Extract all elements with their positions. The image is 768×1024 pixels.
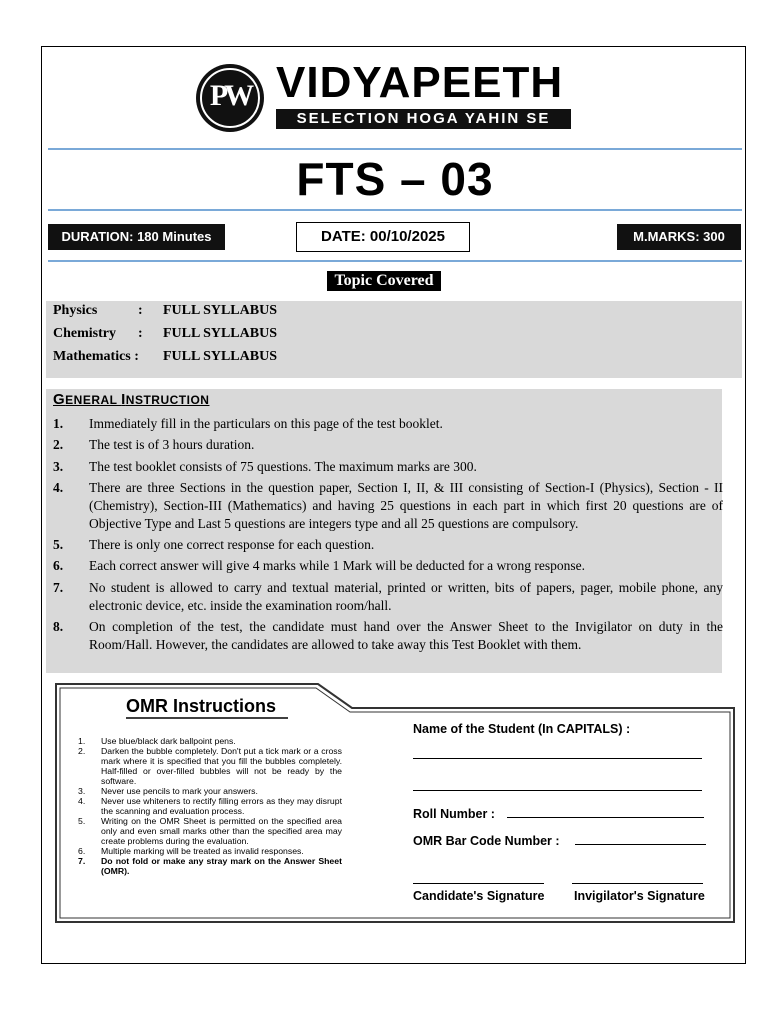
roll-number-line[interactable]	[507, 817, 704, 818]
invigilator-signature-label: Invigilator's Signature	[574, 889, 705, 903]
omr-item: 7. Do not fold or make any stray mark on the Answer Sheet (OMR).	[78, 856, 342, 876]
barcode-line[interactable]	[575, 844, 706, 845]
roll-number-label: Roll Number :	[413, 807, 495, 821]
student-name-line-2[interactable]	[413, 790, 702, 791]
omr-item: 3. Never use pencils to mark your answers.	[78, 786, 258, 796]
date-box: DATE: 00/10/2025	[296, 222, 470, 252]
student-name-label: Name of the Student (In CAPITALS) :	[413, 722, 631, 736]
pw-logo-icon: PW	[196, 64, 264, 132]
test-title: FTS – 03	[296, 153, 494, 205]
candidate-signature-line[interactable]	[413, 883, 544, 884]
brand-name: VIDYAPEETH	[276, 58, 564, 107]
topic-covered-heading: Topic Covered	[327, 271, 441, 291]
omr-item: 6. Multiple marking will be treated as invalid responses.	[78, 846, 304, 856]
omr-item: 5. Writing on the OMR Sheet is permitted on the specified area only and even small marks other than the specified area may create problems during the evaluation.	[78, 816, 342, 846]
omr-instructions-title: OMR Instructions	[126, 696, 277, 716]
topics-panel: Physics : FULL SYLLABUS Chemistry : FULL SYLLABUS Mathematics : FULL SYLLABUS	[46, 301, 742, 378]
omr-instructions-list	[78, 736, 342, 876]
omr-item: 4. Never use whiteners to rectify filling errors as they may disrupt the scanning and evaluation process.	[78, 796, 342, 816]
duration-badge: DURATION: 180 Minutes	[48, 224, 225, 250]
candidate-signature-label: Candidate's Signature	[413, 889, 545, 903]
general-instruction-panel: GENERAL INSTRUCTION 1. Immediately fill in the particulars on this page of the test booklet. 2. The test is of 3 hours duration. 3. The test booklet consists of 75 questions. The maximum marks are 300. 4. There are three Sections in the question paper, Section I, II, & III consisting of Section-I (Physics), Section - II (Chemistry), Section-III (Mathematics) and having 25 questions in each part in which first 20 questions are of Objective Type and Last 5 questions are integers type and all 25 questions are compulsory. 5. There is only one correct response for each question. 6. Each correct answer will give 4 marks while 1 Mark will be deducted for a wrong response. 7. No student is allowed to carry and textual material, printed or written, bits of papers, pager, mobile phone, any electronic device, etc. inside the examination room/hall. 8. On completion of the test, the candidate must hand over the Answer Sheet to the Invigilator on duty in the Room/Hall. However, the candidates are allowed to take away this Test Booklet with them.	[46, 389, 722, 673]
max-marks-badge: M.MARKS: 300	[617, 224, 741, 250]
invigilator-signature-line[interactable]	[572, 883, 703, 884]
student-name-line-1[interactable]	[413, 758, 702, 759]
barcode-label: OMR Bar Code Number :	[413, 834, 560, 848]
general-instruction-heading: GENERAL INSTRUCTION	[53, 391, 210, 408]
brand-tagline: SELECTION HOGA YAHIN SE	[276, 109, 571, 129]
omr-item: 2. Darken the bubble completely. Don't put a tick mark or a cross mark where it is specified that you fill the bubbles completely. Half-filled or over-filled bubbles will not be ready by the software.	[78, 746, 342, 786]
omr-item: 1. Use blue/black dark ballpoint pens.	[78, 736, 236, 746]
